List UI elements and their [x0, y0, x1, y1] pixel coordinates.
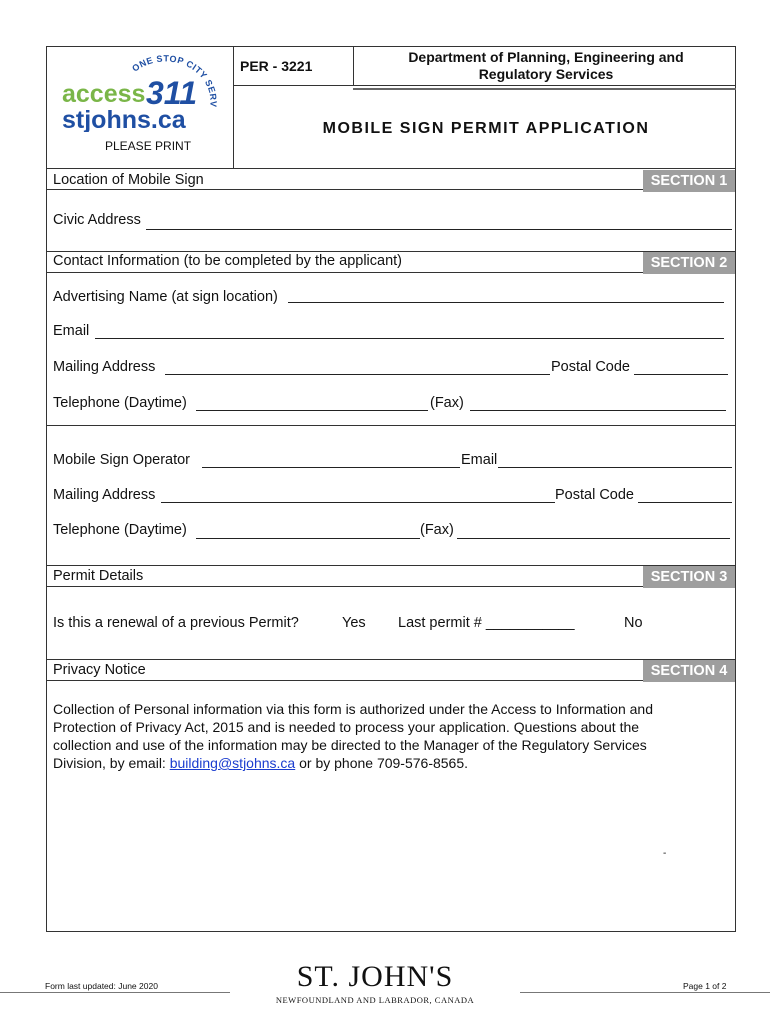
advertising-name-input[interactable]	[288, 302, 724, 303]
operator-divider	[47, 425, 735, 426]
renewal-question: Is this a renewal of a previous Permit?	[53, 615, 299, 631]
privacy-line-2: Protection of Privacy Act, 2015 and is needed to process your application. Questions about the	[53, 719, 640, 735]
civic-address-input[interactable]	[146, 229, 732, 230]
operator-postal-label: Postal Code	[555, 487, 634, 503]
privacy-line-3: collection and use of the information may be directed to the Manager of the Regulatory Services	[53, 737, 647, 753]
privacy-line-4-prefix: Division, by email:	[53, 755, 170, 771]
section-4-title: Privacy Notice	[53, 662, 146, 678]
city-wordmark: ST. JOHN'S	[296, 960, 454, 993]
operator-telephone-label: Telephone (Daytime)	[53, 522, 187, 538]
header-rule	[233, 85, 736, 86]
form-updated: Form last updated: June 2020	[45, 981, 158, 991]
telephone-input[interactable]	[196, 410, 428, 411]
advertising-name-label: Advertising Name (at sign location)	[53, 289, 278, 305]
postal-code-input[interactable]	[634, 374, 728, 375]
email-input[interactable]	[95, 338, 724, 339]
privacy-line-4	[53, 754, 733, 772]
page-number: Page 1 of 2	[683, 981, 727, 991]
please-print: PLEASE PRINT	[105, 139, 192, 153]
header-rule-double	[353, 88, 736, 90]
operator-mailing-input[interactable]	[161, 502, 555, 503]
fax-label: (Fax)	[430, 395, 464, 411]
mailing-address-label: Mailing Address	[53, 359, 156, 375]
footer-rule-right	[520, 992, 770, 993]
section-3-badge: SECTION 3	[643, 566, 735, 588]
department-line-2: Regulatory Services	[478, 66, 614, 82]
section-3-title: Permit Details	[53, 568, 144, 584]
operator-fax-input[interactable]	[457, 538, 730, 539]
privacy-email-link[interactable]: building@stjohns.ca	[169, 755, 296, 771]
svg-text:ONE STOP CITY SERVICE: ONE STOP CITY SERV	[130, 53, 219, 108]
privacy-notice-text	[53, 700, 733, 772]
privacy-line-1: Collection of Personal information via this form is authorized under the Access to Information and	[53, 701, 653, 717]
svg-text:311: 311	[146, 75, 198, 111]
svg-text:stjohns.ca: stjohns.ca	[62, 106, 186, 132]
header-divider-form-number	[353, 46, 354, 86]
renewal-no-option[interactable]: No	[624, 615, 643, 631]
section-3-bar	[47, 565, 735, 587]
form-number: PER - 3221	[240, 58, 313, 74]
section-1-badge: SECTION 1	[643, 170, 735, 192]
fax-input[interactable]	[470, 410, 726, 411]
operator-email-label: Email	[461, 452, 498, 468]
section-4-badge: SECTION 4	[643, 660, 735, 682]
operator-input[interactable]	[202, 467, 460, 468]
department-name	[360, 49, 732, 83]
operator-email-input[interactable]	[498, 467, 732, 468]
section-2-badge: SECTION 2	[643, 252, 735, 274]
logo-arc-icon	[60, 52, 220, 132]
last-permit-field[interactable]: Last permit # ___________	[398, 615, 575, 631]
telephone-label: Telephone (Daytime)	[53, 395, 187, 411]
section-1-title: Location of Mobile Sign	[53, 172, 204, 188]
operator-telephone-input[interactable]	[196, 538, 420, 539]
operator-label: Mobile Sign Operator	[53, 452, 191, 468]
section-4-bar	[47, 659, 735, 681]
footer-rule-left	[0, 992, 230, 993]
operator-fax-label: (Fax)	[420, 522, 454, 538]
operator-mailing-label: Mailing Address	[53, 487, 156, 503]
postal-code-label: Postal Code	[551, 359, 630, 375]
privacy-line-4-suffix: or by phone 709-576-8565.	[295, 755, 469, 771]
mailing-address-input[interactable]	[165, 374, 550, 375]
civic-address-label: Civic Address	[53, 212, 141, 228]
page-title: MOBILE SIGN PERMIT APPLICATION	[322, 120, 650, 137]
department-line-1: Department of Planning, Engineering and	[408, 49, 684, 65]
section-2-title: Contact Information (to be completed by the applicant)	[53, 253, 402, 269]
header-divider-logo	[233, 46, 234, 168]
operator-postal-input[interactable]	[638, 502, 732, 503]
svg-text:access: access	[62, 80, 146, 108]
email-label: Email	[53, 323, 90, 339]
access311-logo	[60, 52, 220, 132]
renewal-yes-option[interactable]: Yes	[342, 615, 366, 631]
city-subtitle: NEWFOUNDLAND AND LABRADOR, CANADA	[275, 995, 475, 1005]
stray-dash: -	[663, 848, 667, 859]
